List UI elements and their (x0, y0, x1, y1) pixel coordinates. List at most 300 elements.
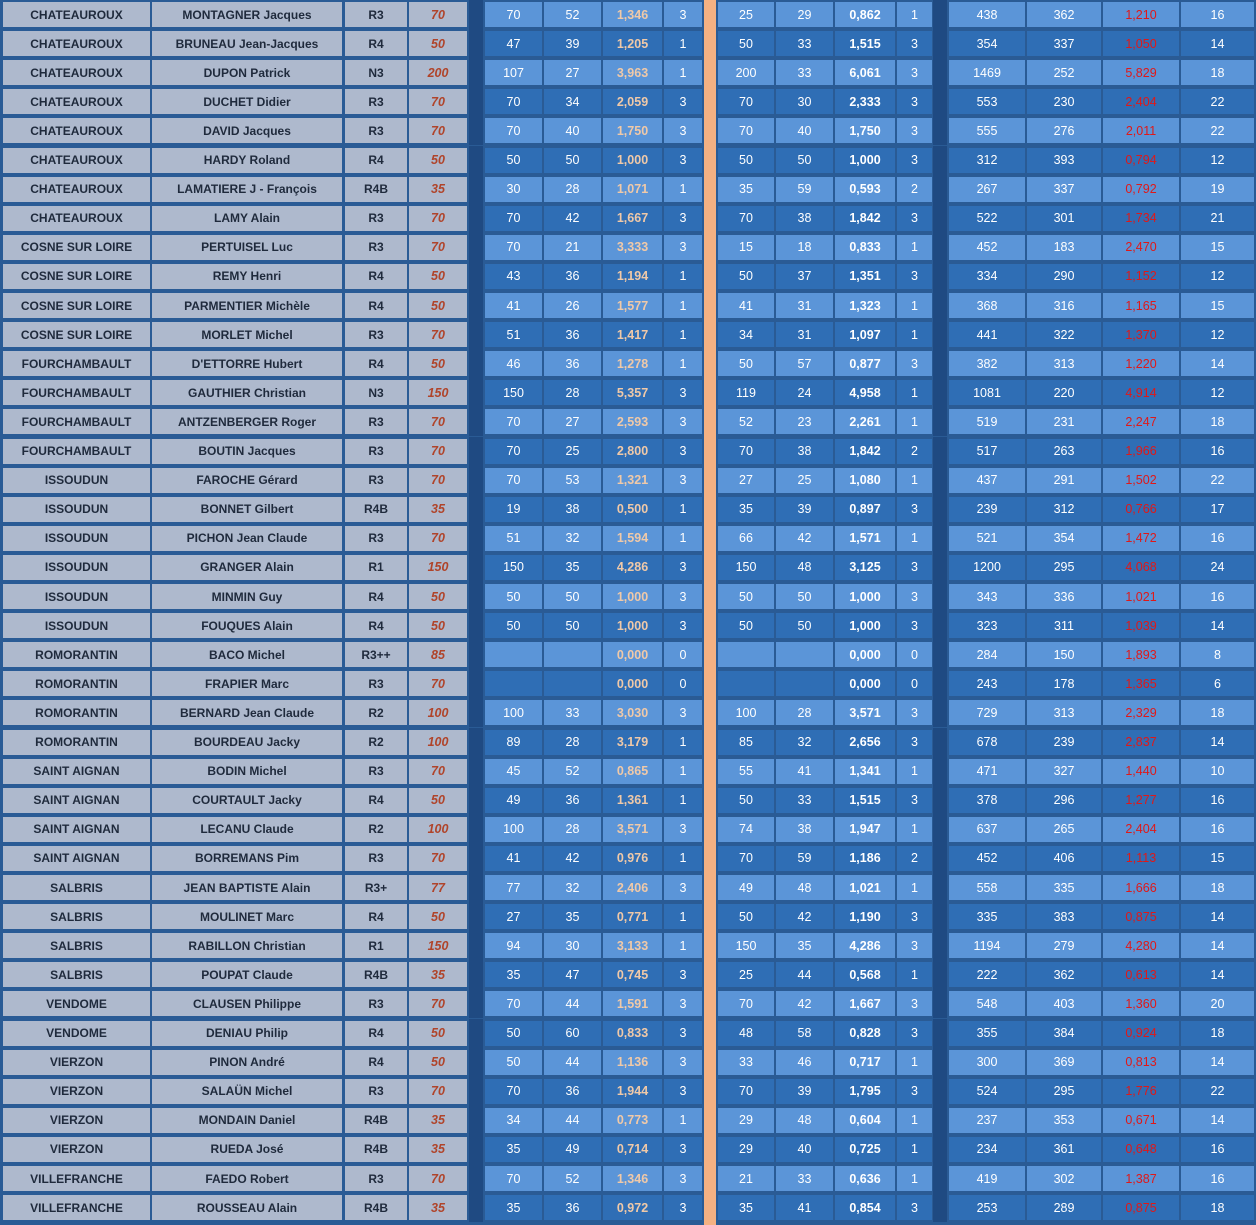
total-average-cell: 2,470 (1103, 235, 1179, 260)
club-cell: ROMORANTIN (3, 671, 150, 696)
total-average-cell: 1,776 (1103, 1079, 1179, 1104)
second-points-cell: 27 (718, 468, 774, 493)
total-points-cell: 237 (949, 1108, 1025, 1133)
second-result-cell: 3 (897, 613, 932, 638)
second-points-cell: 33 (718, 1050, 774, 1075)
first-points-cell: 70 (485, 468, 542, 493)
level-cell: R3 (345, 526, 407, 551)
total-average-cell: 1,277 (1103, 788, 1179, 813)
total-innings-cell: 322 (1027, 322, 1101, 347)
first-points-cell: 70 (485, 439, 542, 464)
second-average-cell: 1,515 (835, 31, 895, 56)
club-cell: SALBRIS (3, 962, 150, 987)
first-average-cell: 1,136 (603, 1050, 662, 1075)
second-innings-cell: 42 (776, 904, 833, 929)
first-average-cell: 1,346 (603, 1166, 662, 1191)
total-average-cell: 2,247 (1103, 409, 1179, 434)
total-innings-cell: 336 (1027, 584, 1101, 609)
first-average-cell: 3,571 (603, 817, 662, 842)
player-name-cell: SALAÜN Michel (152, 1079, 342, 1104)
second-result-cell: 3 (897, 555, 932, 580)
target-points-cell: 200 (409, 60, 467, 85)
total-innings-cell: 369 (1027, 1050, 1101, 1075)
player-name-cell: FAEDO Robert (152, 1166, 342, 1191)
table-row (0, 204, 1256, 233)
second-innings-cell: 40 (776, 1137, 833, 1162)
total-average-cell: 0,648 (1103, 1137, 1179, 1162)
table-row (0, 1135, 1256, 1164)
total-average-cell: 0,794 (1103, 148, 1179, 173)
total-count-cell: 22 (1181, 118, 1254, 143)
level-cell: R4B (345, 1108, 407, 1133)
first-innings-cell: 42 (544, 846, 601, 871)
table-row (0, 553, 1256, 582)
second-innings-cell: 39 (776, 1079, 833, 1104)
player-name-cell: LAMY Alain (152, 206, 342, 231)
total-innings-cell: 403 (1027, 991, 1101, 1016)
target-points-cell: 50 (409, 788, 467, 813)
first-average-cell: 1,000 (603, 584, 662, 609)
first-result-cell: 1 (664, 526, 702, 551)
second-result-cell: 3 (897, 933, 932, 958)
total-count-cell: 16 (1181, 1137, 1254, 1162)
target-points-cell: 70 (409, 89, 467, 114)
level-cell: R1 (345, 555, 407, 580)
target-points-cell: 85 (409, 642, 467, 667)
total-count-cell: 16 (1181, 817, 1254, 842)
first-innings-cell: 32 (544, 526, 601, 551)
second-result-cell: 1 (897, 380, 932, 405)
first-points-cell: 41 (485, 846, 542, 871)
total-innings-cell: 220 (1027, 380, 1101, 405)
total-average-cell: 0,792 (1103, 177, 1179, 202)
column-gap (469, 0, 483, 29)
first-result-cell: 1 (664, 1108, 702, 1133)
club-cell: VIERZON (3, 1050, 150, 1075)
total-points-cell: 368 (949, 293, 1025, 318)
first-points-cell: 30 (485, 177, 542, 202)
total-points-cell: 323 (949, 613, 1025, 638)
target-points-cell: 70 (409, 526, 467, 551)
second-innings-cell: 57 (776, 351, 833, 376)
total-points-cell: 637 (949, 817, 1025, 842)
first-result-cell: 3 (664, 206, 702, 231)
total-points-cell: 452 (949, 846, 1025, 871)
target-points-cell: 35 (409, 1137, 467, 1162)
target-points-cell: 100 (409, 817, 467, 842)
total-count-cell: 8 (1181, 642, 1254, 667)
first-points-cell: 50 (485, 1050, 542, 1075)
column-gap (933, 815, 947, 844)
first-points-cell: 46 (485, 351, 542, 376)
column-gap (933, 844, 947, 873)
total-points-cell: 343 (949, 584, 1025, 609)
total-innings-cell: 276 (1027, 118, 1101, 143)
table-row (0, 902, 1256, 931)
first-result-cell: 1 (664, 788, 702, 813)
total-points-cell: 334 (949, 264, 1025, 289)
first-innings-cell: 36 (544, 788, 601, 813)
second-result-cell: 1 (897, 293, 932, 318)
first-average-cell: 0,000 (603, 642, 662, 667)
column-gap (469, 757, 483, 786)
level-cell: R3 (345, 1079, 407, 1104)
column-gap (469, 407, 483, 436)
second-average-cell: 0,877 (835, 351, 895, 376)
first-points-cell: 70 (485, 991, 542, 1016)
level-cell: R4B (345, 177, 407, 202)
total-points-cell: 222 (949, 962, 1025, 987)
first-points-cell: 50 (485, 613, 542, 638)
total-average-cell: 1,387 (1103, 1166, 1179, 1191)
second-innings-cell: 46 (776, 1050, 833, 1075)
second-result-cell: 3 (897, 118, 932, 143)
column-gap (933, 582, 947, 611)
table-row (0, 407, 1256, 436)
second-innings-cell: 41 (776, 1195, 833, 1220)
first-innings-cell: 39 (544, 31, 601, 56)
first-points-cell: 70 (485, 89, 542, 114)
first-result-cell: 3 (664, 118, 702, 143)
total-count-cell: 22 (1181, 1079, 1254, 1104)
second-innings-cell: 33 (776, 60, 833, 85)
first-innings-cell: 42 (544, 206, 601, 231)
level-cell: R3 (345, 89, 407, 114)
club-cell: CHATEAUROUX (3, 2, 150, 27)
total-count-cell: 14 (1181, 351, 1254, 376)
second-average-cell: 4,286 (835, 933, 895, 958)
level-cell: R1 (345, 933, 407, 958)
second-innings-cell: 50 (776, 584, 833, 609)
player-name-cell: POUPAT Claude (152, 962, 342, 987)
second-average-cell: 0,828 (835, 1021, 895, 1046)
second-result-cell: 1 (897, 759, 932, 784)
total-points-cell: 1200 (949, 555, 1025, 580)
table-row (0, 0, 1256, 29)
total-average-cell: 2,329 (1103, 700, 1179, 725)
total-points-cell: 1081 (949, 380, 1025, 405)
level-cell: R3 (345, 468, 407, 493)
total-innings-cell: 296 (1027, 788, 1101, 813)
first-result-cell: 3 (664, 962, 702, 987)
total-average-cell: 4,914 (1103, 380, 1179, 405)
first-result-cell: 1 (664, 497, 702, 522)
club-cell: SALBRIS (3, 875, 150, 900)
table-row (0, 437, 1256, 466)
total-innings-cell: 291 (1027, 468, 1101, 493)
total-average-cell: 1,472 (1103, 526, 1179, 551)
target-points-cell: 50 (409, 1050, 467, 1075)
second-innings-cell: 30 (776, 89, 833, 114)
club-cell: VIERZON (3, 1079, 150, 1104)
column-gap (469, 960, 483, 989)
first-innings-cell: 49 (544, 1137, 601, 1162)
first-average-cell: 0,833 (603, 1021, 662, 1046)
first-points-cell: 107 (485, 60, 542, 85)
level-cell: R4 (345, 351, 407, 376)
second-result-cell: 3 (897, 351, 932, 376)
first-result-cell: 3 (664, 991, 702, 1016)
total-average-cell: 5,829 (1103, 60, 1179, 85)
second-innings-cell: 18 (776, 235, 833, 260)
player-name-cell: BODIN Michel (152, 759, 342, 784)
first-average-cell: 0,771 (603, 904, 662, 929)
total-average-cell: 1,502 (1103, 468, 1179, 493)
first-average-cell: 1,071 (603, 177, 662, 202)
table-row (0, 262, 1256, 291)
second-result-cell: 2 (897, 846, 932, 871)
first-innings-cell: 47 (544, 962, 601, 987)
table-row (0, 960, 1256, 989)
first-points-cell: 94 (485, 933, 542, 958)
first-points-cell: 70 (485, 118, 542, 143)
column-gap (933, 698, 947, 727)
second-average-cell: 0,636 (835, 1166, 895, 1191)
column-gap (933, 175, 947, 204)
club-cell: CHATEAUROUX (3, 148, 150, 173)
total-count-cell: 22 (1181, 89, 1254, 114)
first-innings-cell: 36 (544, 351, 601, 376)
total-innings-cell: 279 (1027, 933, 1101, 958)
total-average-cell: 1,113 (1103, 846, 1179, 871)
total-innings-cell: 290 (1027, 264, 1101, 289)
player-name-cell: ANTZENBERGER Roger (152, 409, 342, 434)
second-result-cell: 1 (897, 235, 932, 260)
second-result-cell: 1 (897, 1137, 932, 1162)
first-innings-cell: 25 (544, 439, 601, 464)
first-result-cell: 3 (664, 700, 702, 725)
second-average-cell: 0,000 (835, 642, 895, 667)
total-innings-cell: 263 (1027, 439, 1101, 464)
table-row (0, 582, 1256, 611)
target-points-cell: 50 (409, 264, 467, 289)
second-innings-cell: 44 (776, 962, 833, 987)
player-name-cell: MINMIN Guy (152, 584, 342, 609)
first-points-cell: 41 (485, 293, 542, 318)
total-innings-cell: 313 (1027, 700, 1101, 725)
player-name-cell: CLAUSEN Philippe (152, 991, 342, 1016)
table-row (0, 815, 1256, 844)
total-points-cell: 378 (949, 788, 1025, 813)
total-count-cell: 12 (1181, 148, 1254, 173)
first-innings-cell: 26 (544, 293, 601, 318)
first-points-cell: 70 (485, 409, 542, 434)
second-points-cell: 70 (718, 1079, 774, 1104)
second-result-cell: 3 (897, 206, 932, 231)
total-count-cell: 16 (1181, 1166, 1254, 1191)
total-count-cell: 12 (1181, 322, 1254, 347)
first-average-cell: 0,865 (603, 759, 662, 784)
total-average-cell: 1,666 (1103, 875, 1179, 900)
first-points-cell: 70 (485, 1079, 542, 1104)
column-gap (469, 844, 483, 873)
second-innings-cell: 48 (776, 555, 833, 580)
column-gap (933, 0, 947, 29)
second-result-cell: 1 (897, 1166, 932, 1191)
table-row (0, 844, 1256, 873)
target-points-cell: 70 (409, 671, 467, 696)
club-cell: FOURCHAMBAULT (3, 351, 150, 376)
first-innings-cell: 28 (544, 177, 601, 202)
first-points-cell: 89 (485, 730, 542, 755)
club-cell: SAINT AIGNAN (3, 817, 150, 842)
second-points-cell: 50 (718, 904, 774, 929)
second-average-cell: 0,000 (835, 671, 895, 696)
table-row (0, 989, 1256, 1018)
level-cell: R3 (345, 759, 407, 784)
total-average-cell: 1,165 (1103, 293, 1179, 318)
club-cell: FOURCHAMBAULT (3, 439, 150, 464)
table-row (0, 931, 1256, 960)
club-cell: SAINT AIGNAN (3, 788, 150, 813)
second-average-cell: 4,958 (835, 380, 895, 405)
club-cell: CHATEAUROUX (3, 206, 150, 231)
second-average-cell: 2,656 (835, 730, 895, 755)
column-gap (469, 204, 483, 233)
target-points-cell: 70 (409, 2, 467, 27)
first-average-cell: 1,346 (603, 2, 662, 27)
first-result-cell: 3 (664, 1079, 702, 1104)
first-result-cell: 3 (664, 468, 702, 493)
second-points-cell: 70 (718, 206, 774, 231)
column-gap (469, 116, 483, 145)
first-average-cell: 1,321 (603, 468, 662, 493)
first-innings-cell: 40 (544, 118, 601, 143)
total-points-cell: 267 (949, 177, 1025, 202)
second-points-cell: 70 (718, 846, 774, 871)
player-name-cell: BOUTIN Jacques (152, 439, 342, 464)
club-cell: COSNE SUR LOIRE (3, 235, 150, 260)
total-points-cell: 355 (949, 1021, 1025, 1046)
second-result-cell: 1 (897, 322, 932, 347)
second-innings-cell: 32 (776, 730, 833, 755)
level-cell: R3 (345, 235, 407, 260)
second-average-cell: 1,000 (835, 148, 895, 173)
total-count-cell: 12 (1181, 264, 1254, 289)
target-points-cell: 50 (409, 1021, 467, 1046)
second-average-cell: 1,515 (835, 788, 895, 813)
player-name-cell: GAUTHIER Christian (152, 380, 342, 405)
total-innings-cell: 252 (1027, 60, 1101, 85)
second-average-cell: 0,593 (835, 177, 895, 202)
player-name-cell: BOURDEAU Jacky (152, 730, 342, 755)
second-points-cell: 50 (718, 584, 774, 609)
total-innings-cell: 312 (1027, 497, 1101, 522)
first-innings-cell: 50 (544, 148, 601, 173)
club-cell: FOURCHAMBAULT (3, 380, 150, 405)
total-count-cell: 14 (1181, 1050, 1254, 1075)
column-gap (469, 320, 483, 349)
club-cell: VILLEFRANCHE (3, 1195, 150, 1220)
second-points-cell: 35 (718, 497, 774, 522)
first-result-cell: 3 (664, 380, 702, 405)
table-row (0, 466, 1256, 495)
table-row (0, 786, 1256, 815)
first-result-cell: 3 (664, 1021, 702, 1046)
second-innings-cell: 42 (776, 991, 833, 1016)
target-points-cell: 70 (409, 846, 467, 871)
total-innings-cell: 361 (1027, 1137, 1101, 1162)
total-points-cell: 729 (949, 700, 1025, 725)
first-average-cell: 1,591 (603, 991, 662, 1016)
second-average-cell: 3,571 (835, 700, 895, 725)
first-result-cell: 3 (664, 235, 702, 260)
total-points-cell: 678 (949, 730, 1025, 755)
column-gap (933, 378, 947, 407)
first-points-cell: 50 (485, 1021, 542, 1046)
second-average-cell: 1,000 (835, 613, 895, 638)
total-average-cell: 2,404 (1103, 89, 1179, 114)
first-result-cell: 0 (664, 671, 702, 696)
first-average-cell: 1,577 (603, 293, 662, 318)
total-count-cell: 18 (1181, 1021, 1254, 1046)
total-innings-cell: 335 (1027, 875, 1101, 900)
table-row (0, 669, 1256, 698)
club-cell: CHATEAUROUX (3, 118, 150, 143)
club-cell: FOURCHAMBAULT (3, 409, 150, 434)
second-innings-cell: 42 (776, 526, 833, 551)
club-cell: ROMORANTIN (3, 730, 150, 755)
second-innings-cell: 59 (776, 846, 833, 871)
club-cell: ISSOUDUN (3, 468, 150, 493)
column-gap (933, 495, 947, 524)
target-points-cell: 150 (409, 380, 467, 405)
total-innings-cell: 311 (1027, 613, 1101, 638)
player-name-cell: BONNET Gilbert (152, 497, 342, 522)
first-average-cell: 2,406 (603, 875, 662, 900)
second-points-cell: 70 (718, 439, 774, 464)
total-innings-cell: 230 (1027, 89, 1101, 114)
table-row (0, 495, 1256, 524)
table-row (0, 757, 1256, 786)
first-innings-cell: 38 (544, 497, 601, 522)
target-points-cell: 100 (409, 730, 467, 755)
column-gap (469, 989, 483, 1018)
column-gap (933, 931, 947, 960)
column-gap (469, 291, 483, 320)
player-name-cell: LAMATIERE J - François (152, 177, 342, 202)
player-name-cell: DAVID Jacques (152, 118, 342, 143)
column-gap (933, 1135, 947, 1164)
second-innings-cell: 39 (776, 497, 833, 522)
total-count-cell: 15 (1181, 846, 1254, 871)
table-row (0, 1164, 1256, 1193)
second-points-cell: 150 (718, 933, 774, 958)
second-result-cell: 3 (897, 264, 932, 289)
first-result-cell: 3 (664, 1050, 702, 1075)
column-gap (933, 757, 947, 786)
second-innings-cell: 48 (776, 1108, 833, 1133)
second-innings-cell: 25 (776, 468, 833, 493)
column-gap (469, 931, 483, 960)
second-result-cell: 1 (897, 526, 932, 551)
target-points-cell: 35 (409, 962, 467, 987)
second-innings-cell: 50 (776, 148, 833, 173)
column-gap (469, 611, 483, 640)
total-points-cell: 243 (949, 671, 1025, 696)
level-cell: R4B (345, 962, 407, 987)
second-result-cell: 1 (897, 468, 932, 493)
second-result-cell: 3 (897, 60, 932, 85)
total-count-cell: 18 (1181, 700, 1254, 725)
total-points-cell: 452 (949, 235, 1025, 260)
first-innings-cell: 36 (544, 1195, 601, 1220)
target-points-cell: 150 (409, 933, 467, 958)
table-row (0, 1019, 1256, 1048)
total-count-cell: 14 (1181, 1108, 1254, 1133)
first-result-cell: 3 (664, 817, 702, 842)
column-gap (933, 1077, 947, 1106)
